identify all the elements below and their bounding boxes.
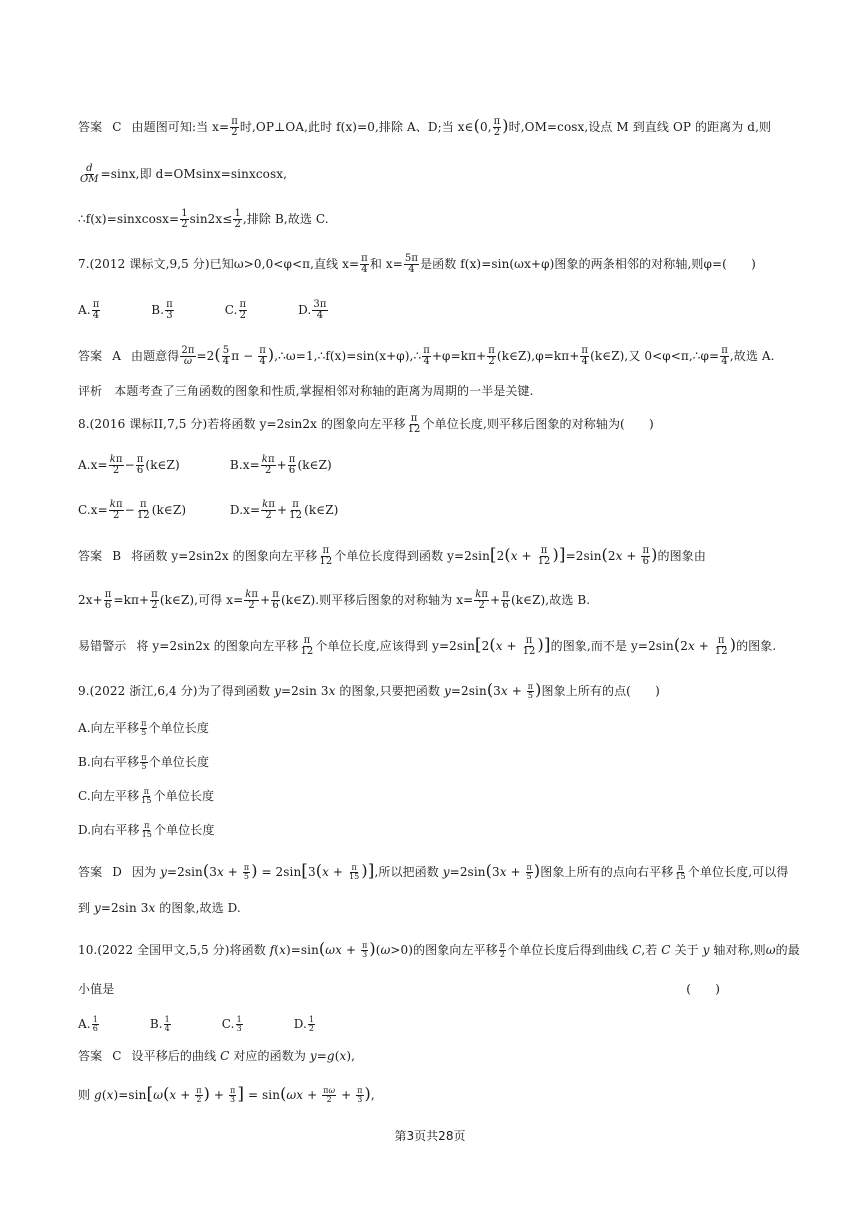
question-7-options: A. $\frac{\pi}{4}$ B. $\frac{\pi}{3}$ C. $\frac{\pi}{2}$ D. $\frac{3\pi}{4}$ [78, 299, 327, 321]
answer-line-2: $\frac{d}{OM}$ =sinx,即 d=OMsinx=sinxcosx, [80, 163, 288, 185]
question-9-option-c: C.向左平移 $\frac{\pi}{15}$ 个单位长度 [78, 787, 215, 805]
question-10-options: A. $\frac{1}{6}$ B. $\frac{1}{4}$ C. $\frac{1}{3}$ D. $\frac{1}{2}$ [78, 1015, 315, 1033]
warning-8: 易错警示 将 y=2sin2x 的图象向左平移 $\frac{\pi}{12}$ 个单位长度,应该得到 y=2sin[2(x + $\frac{\pi}{12}$ )]的图象,而不是 y=2sin(2x + $\frac{\pi}{12}$ )的图象. [78, 635, 777, 657]
answer-line-3: ∴f(x)=sinxcosx= $\frac{1}{2}$ sin2x≤ $\frac{1}{2}$ ,排除 B,故选 C. [78, 208, 329, 230]
answer-9-line-2: 到 y=2sin 3x 的图象,故选 D. [78, 901, 241, 915]
question-10-line-1: 10.(2022 全国甲文,5,5 分)将函数 f(x)=sin(ωx + $\frac{\pi}{3}$ )(ω>0)的图象向左平移 $\frac{\pi}{2}$ 个单位长度后得到曲线 C,若 C 关于 y 轴对称,则ω的最 [78, 939, 800, 959]
answer-7: 答案 A 由题意得 $\frac{2\pi}{\omega}$ =2( $\frac{5}{4}$ π − $\frac{\pi}{4}$ ),∴ω=1,∴f(x)=sin(x+φ),∴ $\frac{\pi}{4}$ +φ=kπ+ $\frac{\pi}{2}$ (k∈Z),φ=kπ+ $\frac{\pi}{4}$ (k∈Z),又 0<φ<π,∴φ= $\frac{\pi}{4}$ ,故选 A. [78, 345, 775, 367]
question-9: 9.(2022 浙江,6,4 分)为了得到函数 y=2sin 3x 的图象,只要把函数 y=2sin(3x + $\frac{\pi}{5}$ )图象上所有的点( ) [78, 680, 660, 700]
question-10-line-2: 小值是 ( ) [78, 979, 800, 999]
comment-7: 评析 本题考查了三角函数的图象和性质,掌握相邻对称轴的距离为周期的一半是关键. [78, 384, 534, 398]
answer-8-line-2: 2x+ $\frac{\pi}{6}$ =kπ+ $\frac{\pi}{2}$ (k∈Z),可得 x= $\frac{k\pi}{2}$ + $\frac{\pi}{6}$ (k∈Z).则平移后图象的对称轴为 x= $\frac{k\pi}{2}$ + $\frac{\pi}{6}$ (k∈Z),故选 B. [78, 589, 591, 611]
question-9-option-a: A.向左平移 $\frac{\pi}{5}$ 个单位长度 [78, 719, 209, 737]
question-8: 8.(2016 课标II,7,5 分)若将函数 y=2sin2x 的图象向左平移 $\frac{\pi}{12}$ 个单位长度,则平移后图象的对称轴为( ) [78, 413, 654, 435]
answer-9-line-1: 答案 D 因为 y=2sin(3x + $\frac{\pi}{5}$ ) = 2sin[3(x + $\frac{\pi}{15}$ )],所以把函数 y=2sin(3x + $\frac{\pi}{5}$ )图象上所有的点向右平移 $\frac{\pi}{15}$ 个单位长度,可以得 [78, 861, 789, 881]
answer-10-line-1: 答案 C 设平移后的曲线 C 对应的函数为 y=g(x), [78, 1049, 356, 1063]
answer-line-1: 答案 C 由题图可知:当 x= $\frac{\pi}{2}$ 时,OP⊥OA,此时 f(x)=0,排除 A、D;当 x∈(0, $\frac{\pi}{2}$ )时,OM=cosx,设点 M 到直线 OP 的距离为 d,则 [78, 116, 772, 138]
question-8-options-cd: C.x= $\frac{k\pi}{2}$ − $\frac{\pi}{12}$ (k∈Z) D.x= $\frac{k\pi}{2}$ + $\frac{\pi}{12}$ (k∈Z) [78, 499, 339, 521]
page-footer: 第3页共28页 [394, 1129, 466, 1143]
answer-8-line-1: 答案 B 将函数 y=2sin2x 的图象向左平移 $\frac{\pi}{12}$ 个单位长度得到函数 y=2sin[2(x + $\frac{\pi}{12}$ )]=2sin(2x + $\frac{\pi}{6}$ )的图象由 [78, 545, 706, 567]
question-9-option-b: B.向右平移 $\frac{\pi}{5}$ 个单位长度 [78, 753, 210, 771]
question-9-option-d: D.向右平移 $\frac{\pi}{15}$ 个单位长度 [78, 821, 215, 839]
question-8-options-ab: A.x= $\frac{k\pi}{2}$ − $\frac{\pi}{6}$ (k∈Z) B.x= $\frac{k\pi}{2}$ + $\frac{\pi}{6}$ (k∈Z) [78, 454, 332, 476]
answer-paren: ( ) [686, 982, 720, 996]
answer-10-line-2: 则 g(x)=sin[ω(x + $\frac{\pi}{2}$ ) + $\frac{\pi}{3}$ ] = sin(ωx + $\frac{\pi\omega}{2}$ + $\frac{\pi}{3}$ ), [78, 1084, 375, 1104]
question-7: 7.(2012 课标文,9,5 分)已知ω>0,0<φ<π,直线 x= $\frac{\pi}{4}$ 和 x= $\frac{5\pi}{4}$ 是函数 f(x)=sin(ωx+φ)图象的两条相邻的对称轴,则φ=( ) [78, 253, 756, 275]
